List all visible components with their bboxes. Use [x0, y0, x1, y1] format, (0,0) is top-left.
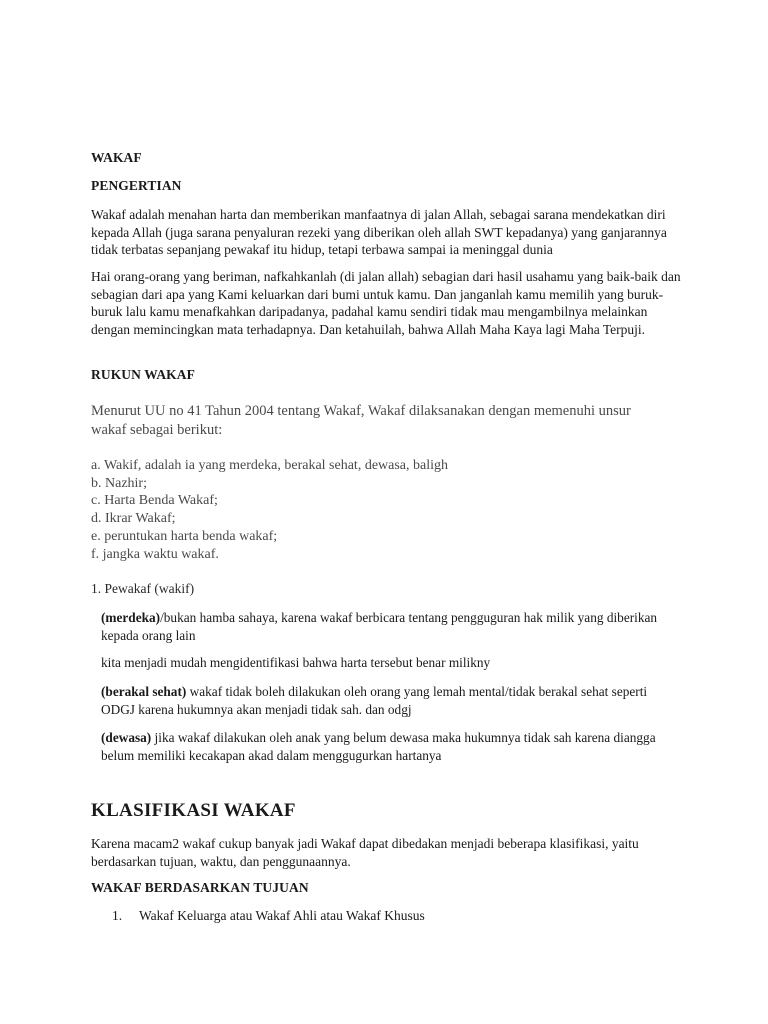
section-heading-tujuan: WAKAF BERDASARKAN TUJUAN	[91, 880, 309, 895]
list-item: a. Wakif, adalah ia yang merdeka, berakal sehat, dewasa, baligh	[91, 458, 449, 473]
rukun-list	[91, 457, 448, 563]
list-number: 1.	[112, 908, 123, 923]
list-item: f. jangka waktu wakaf.	[91, 546, 219, 562]
paragraph-berakal	[101, 683, 671, 719]
document-title: WAKAF	[91, 150, 142, 165]
list-item-text: Wakaf Keluarga atau Wakaf Ahli atau Wakaf Khusus	[139, 908, 425, 923]
list-item: c. Harta Benda Wakaf;	[91, 493, 218, 509]
rukun-intro: Menurut UU no 41 Tahun 2004 tentang Wakaf, Wakaf dilaksanakan dengan memenuhi unsur wakaf sebagai berikut:	[91, 403, 631, 438]
merdeka-explanation: /bukan hamba sahaya, karena wakaf berbicara tentang pengguguran hak milik yang diberikan kepada orang lain	[101, 610, 658, 643]
section-heading-pengertian: PENGERTIAN	[91, 178, 182, 193]
paragraph-klasifikasi: Karena macam2 wakaf cukup banyak jadi Wakaf dapat dibedakan menjadi beberapa klasifikasi, yaitu berdasarkan tujuan, waktu, dan penggunaannya.	[91, 836, 639, 869]
section-heading-rukun: RUKUN WAKAF	[91, 367, 195, 382]
berakal-explanation: wakaf tidak boleh dilakukan oleh orang yang lemah mental/tidak berakal sehat seperti ODGJ karena hukumnya akan menjadi tidak sah. dan odgj	[101, 684, 648, 717]
pewakaf-heading: 1. Pewakaf (wakif)	[91, 581, 195, 596]
dewasa-explanation: jika wakaf dilakukan oleh anak yang belum dewasa maka hukumnya tidak sah karena diangga belum memiliki kecakapan akad dalam menggugurkan hartanya	[101, 730, 656, 763]
term-merdeka: (merdeka)	[101, 610, 161, 625]
tujuan-list-item	[112, 908, 425, 924]
list-item: b. Nazhir;	[91, 475, 147, 491]
paragraph-merdeka	[101, 609, 671, 645]
section-heading-klasifikasi: KLASIFIKASI WAKAF	[91, 800, 296, 821]
paragraph-verse: Hai orang-orang yang beriman, nafkahkanlah (di jalan allah) sebagian dari hasil usahamu yang baik-baik dan sebagian dari apa yang Kami keluarkan dari bumi untuk kamu. Dan janganlah kamu memilih yang buruk-buruk lalu kamu menafkahkan daripadanya, padahal kamu sendiri tidak mau mengambilnya melainkan dengan memincingkan mata terhadapnya. Dan ketahuilah, bahwa Allah Maha Kaya lagi Maha Terpuji.	[91, 269, 681, 337]
paragraph-dewasa	[101, 729, 671, 765]
list-item: e. peruntukan harta benda wakaf;	[91, 528, 278, 544]
paragraph-milik: kita menjadi mudah mengidentifikasi bahwa harta tersebut benar milikny	[101, 655, 491, 670]
list-item: d. Ikrar Wakaf;	[91, 511, 176, 527]
paragraph-definition: Wakaf adalah menahan harta dan memberikan manfaatnya di jalan Allah, sebagai sarana mendekatkan diri kepada Allah (juga sarana penyaluran rezeki yang diberikan oleh allah SWT kepadanya) yang ganjarannya tidak terbatas sepanjang pewakaf itu hidup, tetapi terbawa sampai ia meninggal dunia	[91, 207, 667, 257]
term-berakal-sehat: (berakal sehat)	[101, 684, 187, 699]
term-dewasa: (dewasa)	[101, 730, 152, 745]
